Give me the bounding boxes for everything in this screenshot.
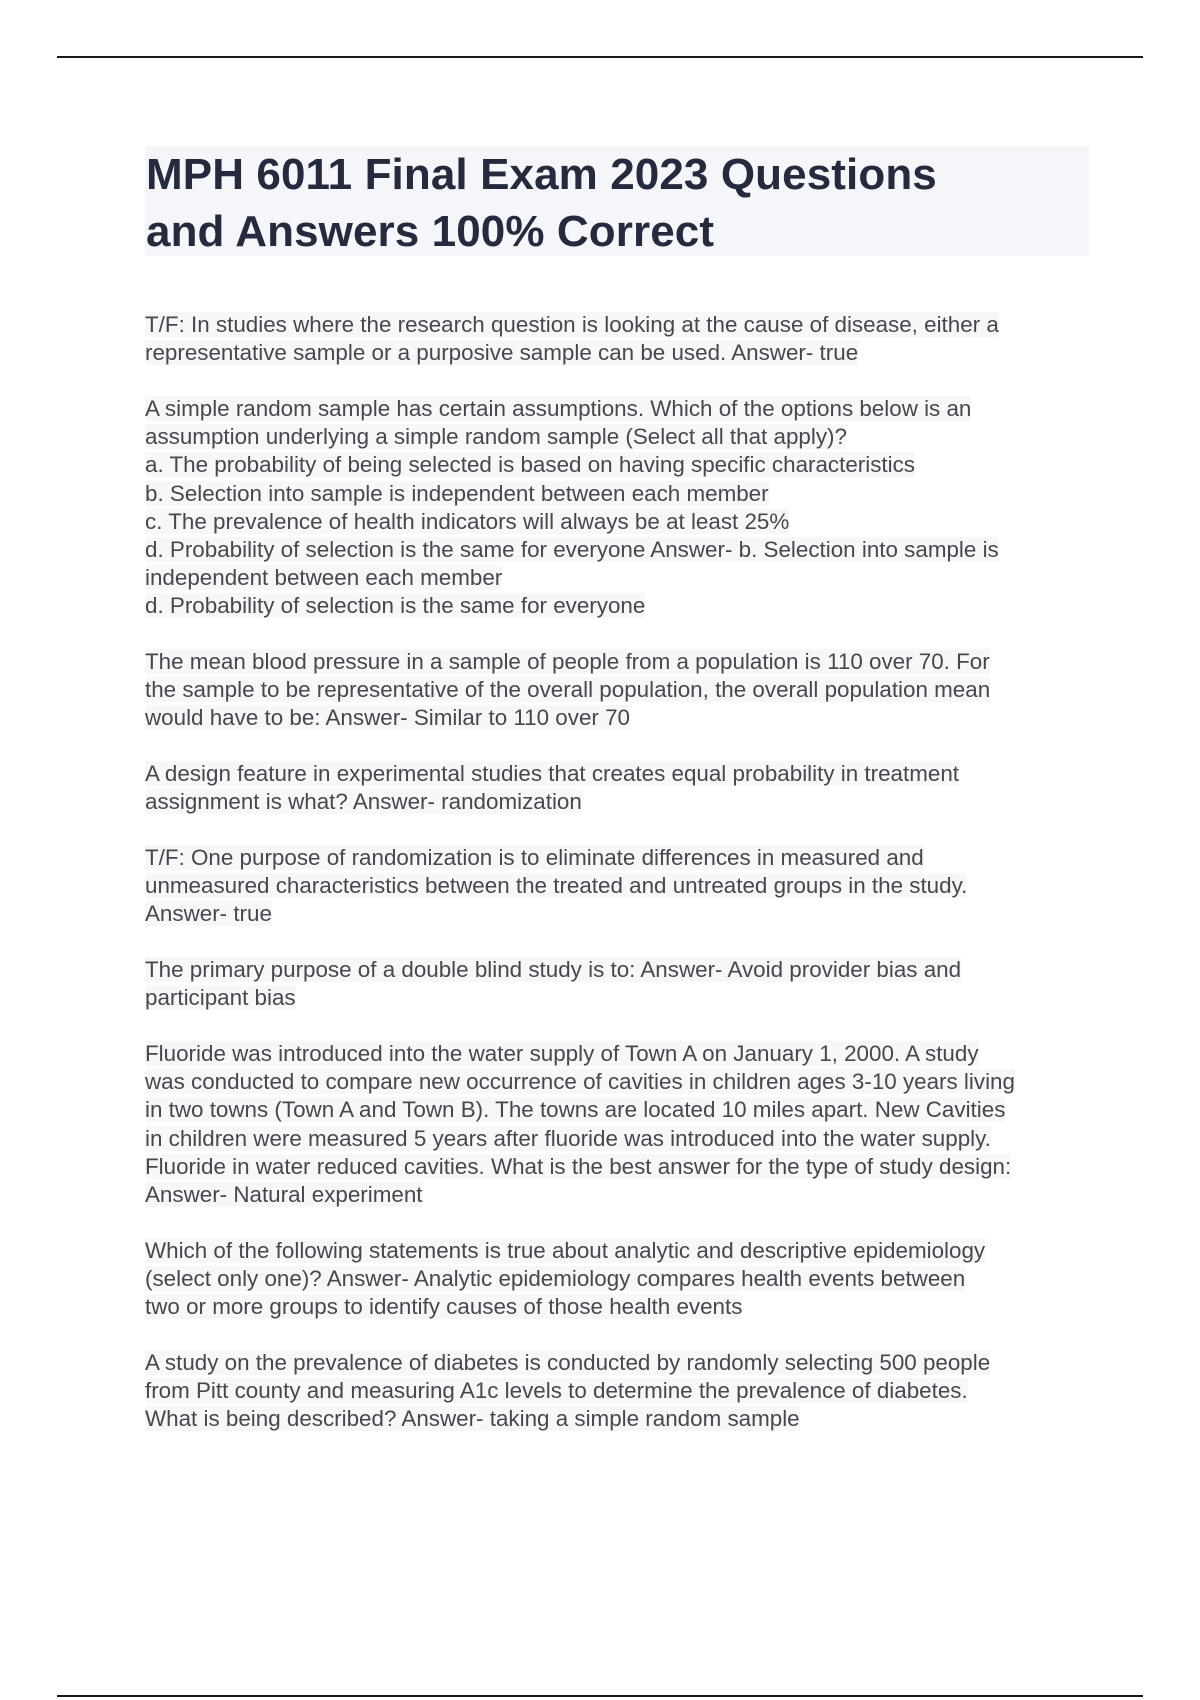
qa-line [145,788,1095,816]
qa-line [145,872,1095,900]
qa-line-text: Fluoride in water reduced cavities. What is the best answer for the type of study design: [145,1153,1012,1179]
page-top-rule [57,56,1143,58]
title-line-1: MPH 6011 Final Exam 2023 Questions [146,150,937,199]
qa-line-text: (select only one)? Answer- Analytic epidemiology compares health events between [145,1265,966,1291]
page-title [146,146,1089,260]
qa-line-text: c. The prevalence of health indicators will always be at least 25% [145,508,790,534]
qa-line-text: assignment is what? Answer- randomization [145,789,582,815]
qa-line [145,508,1095,536]
qa-line [145,1377,1095,1405]
qa-line [145,451,1095,479]
qa-line [145,395,1095,423]
qa-line-text: unmeasured characteristics between the treated and untreated groups in the study. [145,873,968,899]
qa-line [145,984,1095,1012]
qa-item [145,844,1095,929]
qa-item [145,760,1095,816]
qa-line-text: representative sample or a purposive sample can be used. Answer- true [145,340,859,366]
qa-line [145,1349,1095,1377]
qa-line-text: A design feature in experimental studies that creates equal probability in treatment [145,761,959,787]
page-bottom-rule [57,1695,1143,1697]
qa-line [145,956,1095,984]
qa-line [145,311,1095,339]
qa-line-text: T/F: One purpose of randomization is to eliminate differences in measured and [145,845,924,871]
qa-item [145,648,1095,733]
qa-line-text: participant bias [145,985,296,1011]
qa-line-text: Answer- true [145,901,272,927]
qa-line [145,536,1095,564]
title-line-2: and Answers 100% Correct [146,207,715,256]
qa-item [145,1349,1095,1434]
qa-line [145,1265,1095,1293]
qa-line [145,844,1095,872]
qa-line [145,900,1095,928]
qa-line-text: was conducted to compare new occurrence of cavities in children ages 3-10 years living [145,1069,1015,1095]
qa-line-text: The primary purpose of a double blind study is to: Answer- Avoid provider bias and [145,957,962,983]
qa-line-text: d. Probability of selection is the same for everyone Answer- b. Selection into sample is [145,536,999,562]
qa-item [145,1040,1095,1209]
qa-line [145,1405,1095,1433]
qa-line-text: from Pitt county and measuring A1c levels to determine the prevalence of diabetes. [145,1378,968,1404]
qa-line-text: What is being described? Answer- taking a simple random sample [145,1406,800,1432]
qa-line [145,423,1095,451]
qa-line [145,1237,1095,1265]
qa-item [145,311,1095,367]
qa-line-text: two or more groups to identify causes of those health events [145,1294,743,1320]
qa-line [145,676,1095,704]
qa-line-text: Which of the following statements is true about analytic and descriptive epidemiology [145,1237,986,1263]
qa-line [145,1153,1095,1181]
qa-line [145,1040,1095,1068]
qa-line [145,1293,1095,1321]
qa-line-text: A simple random sample has certain assumptions. Which of the options below is an [145,395,972,421]
qa-line [145,1096,1095,1124]
qa-line-text: Fluoride was introduced into the water supply of Town A on January 1, 2000. A study [145,1041,979,1067]
qa-line-text: A study on the prevalence of diabetes is conducted by randomly selecting 500 people [145,1349,991,1375]
qa-line-text: would have to be: Answer- Similar to 110 over 70 [145,705,630,731]
qa-line-text: independent between each member [145,565,503,591]
qa-item [145,956,1095,1012]
qa-line [145,704,1095,732]
qa-line-text: Answer- Natural experiment [145,1182,423,1208]
qa-line-text: in children were measured 5 years after fluoride was introduced into the water supply. [145,1125,991,1151]
qa-item [145,1237,1095,1322]
qa-line [145,648,1095,676]
qa-list [145,311,1095,1461]
qa-line [145,1181,1095,1209]
qa-line-text: T/F: In studies where the research question is looking at the cause of disease, either a [145,312,999,337]
qa-line-text: in two towns (Town A and Town B). The towns are located 10 miles apart. New Cavities [145,1097,1006,1123]
qa-line [145,339,1095,367]
qa-line-text: d. Probability of selection is the same for everyone [145,593,646,619]
qa-line-text: assumption underlying a simple random sample (Select all that apply)? [145,424,847,450]
qa-line [145,564,1095,592]
title-block [145,146,1089,256]
qa-line [145,1068,1095,1096]
qa-line-text: The mean blood pressure in a sample of people from a population is 110 over 70. For [145,649,990,675]
qa-line-text: a. The probability of being selected is based on having specific characteristics [145,452,916,478]
qa-item [145,395,1095,621]
qa-line [145,760,1095,788]
qa-line [145,592,1095,620]
qa-line [145,1125,1095,1153]
qa-line-text: the sample to be representative of the overall population, the overall population mean [145,677,991,703]
qa-line [145,480,1095,508]
qa-line-text: b. Selection into sample is independent between each member [145,480,769,506]
